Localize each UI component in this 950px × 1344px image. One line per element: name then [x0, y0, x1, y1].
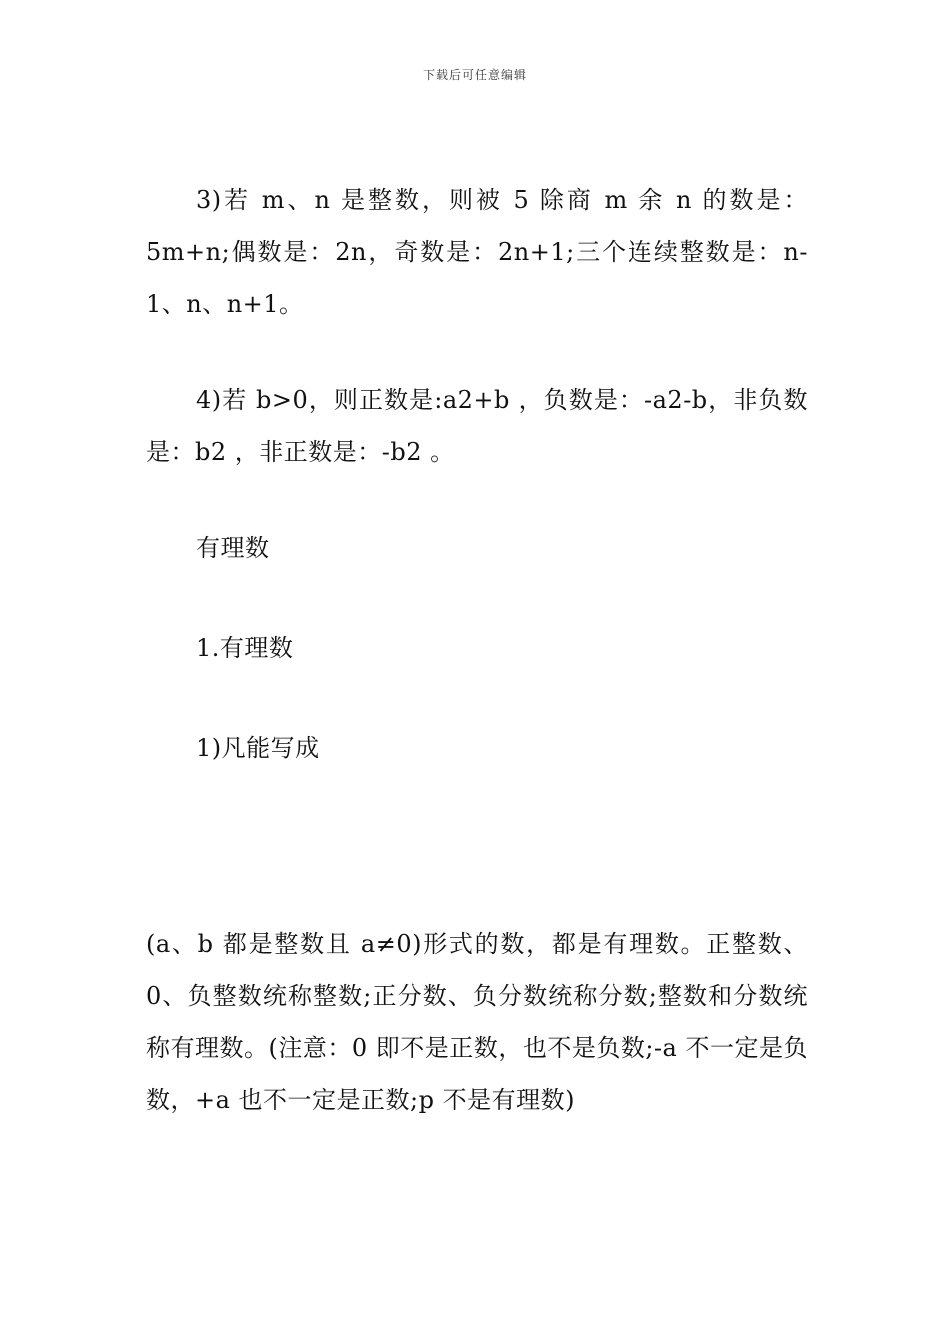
page-header: 下载后可任意编辑 — [422, 68, 527, 82]
paragraph-definition-body: (a、b 都是整数且 a≠0)形式的数，都是有理数。正整数、0、负整数统称整数;正分数、负分数统称分数;整数和分数统称有理数。(注意：0 即不是正数，也不是负数;-a 不一定是负数，+a 也不一定是正数;p 不是有理数) — [146, 930, 808, 1114]
paragraph-sign-expressions: 4)若 b>0，则正数是:a2+b ，负数是：-a2-b，非负数是：b2 ，非正数是：-b2 。 — [146, 386, 808, 466]
paragraph-integer-expressions: 3)若 m、n 是整数，则被 5 除商 m 余 n 的数是：5m+n;偶数是：2n，奇数是：2n+1;三个连续整数是：n-1、n、n+1。 — [146, 186, 808, 318]
section-heading-rational-numbers: 有理数 — [196, 534, 270, 562]
paragraph-definition-start: 1)凡能写成 — [196, 734, 320, 762]
subsection-heading-rational-numbers: 1.有理数 — [196, 634, 294, 662]
